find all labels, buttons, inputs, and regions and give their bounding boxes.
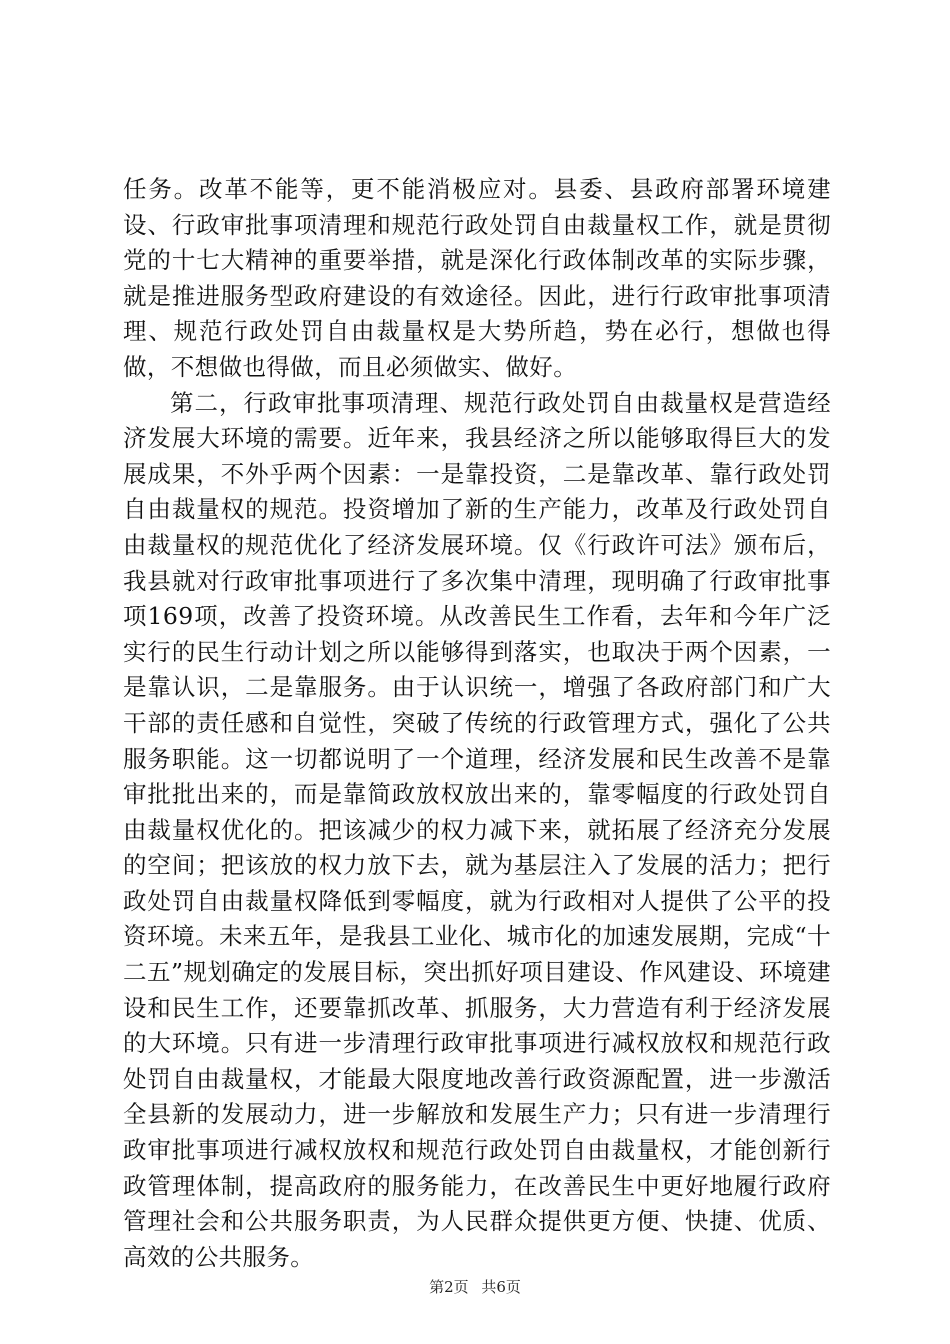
page-total: 共6页 — [481, 1278, 521, 1296]
body-text — [123, 172, 831, 1275]
page-number: 第2页 — [429, 1278, 469, 1296]
paragraph-second-point: 第二，行政审批事项清理、规范行政处罚自由裁量权是营造经济发展大环境的需要。近年来，我县经济之所以能够取得巨大的发展成果，不外乎两个因素：一是靠投资，二是靠改革、靠行政处罚自由裁量权的规范。投资增加了新的生产能力，改革及行政处罚自由裁量权的规范优化了经济发展环境。仅《行政许可法》颁布后，我县就对行政审批事项进行了多次集中清理，现明确了行政审批事项169项，改善了投资环境。从改善民生工作看，去年和今年广泛实行的民生行动计划之所以能够得到落实，也取决于两个因素，一是靠认识，二是靠服务。由于认识统一，增强了各政府部门和广大干部的责任感和自觉性，突破了传统的行政管理方式，强化了公共服务职能。这一切都说明了一个道理，经济发展和民生改善不是靠审批批出来的，而是靠简政放权放出来的，靠零幅度的行政处罚自由裁量权优化的。把该减少的权力减下来，就拓展了经济充分发展的空间；把该放的权力放下去，就为基层注入了发展的活力；把行政处罚自由裁量权降低到零幅度，就为行政相对人提供了公平的投资环境。未来五年，是我县工业化、城市化的加速发展期，完成“十二五”规划确定的发展目标，突出抓好项目建设、作风建设、环境建设和民生工作，还要靠抓改革、抓服务，大力营造有利于经济发展的大环境。只有进一步清理行政审批事项进行减权放权和规范行政处罚自由裁量权，才能最大限度地改善行政资源配置，进一步激活全县新的发展动力，进一步解放和发展生产力；只有进一步清理行政审批事项进行减权放权和规范行政处罚自由裁量权，才能创新行政管理体制，提高政府的服务能力，在改善民生中更好地履行政府管理社会和公共服务职责，为人民群众提供更方便、快捷、优质、高效的公共服务。 — [123, 388, 831, 1271]
paragraph-continuation: 任务。改革不能等，更不能消极应对。县委、县政府部署环境建设、行政审批事项清理和规范行政处罚自由裁量权工作，就是贯彻党的十七大精神的重要举措，就是深化行政体制改革的实际步骤，就是推进服务型政府建设的有效途径。因此，进行行政审批事项清理、规范行政处罚自由裁量权是大势所趋，势在必行，想做也得做，不想做也得做，而且必须做实、做好。 — [123, 175, 831, 381]
page-footer — [0, 1276, 950, 1297]
